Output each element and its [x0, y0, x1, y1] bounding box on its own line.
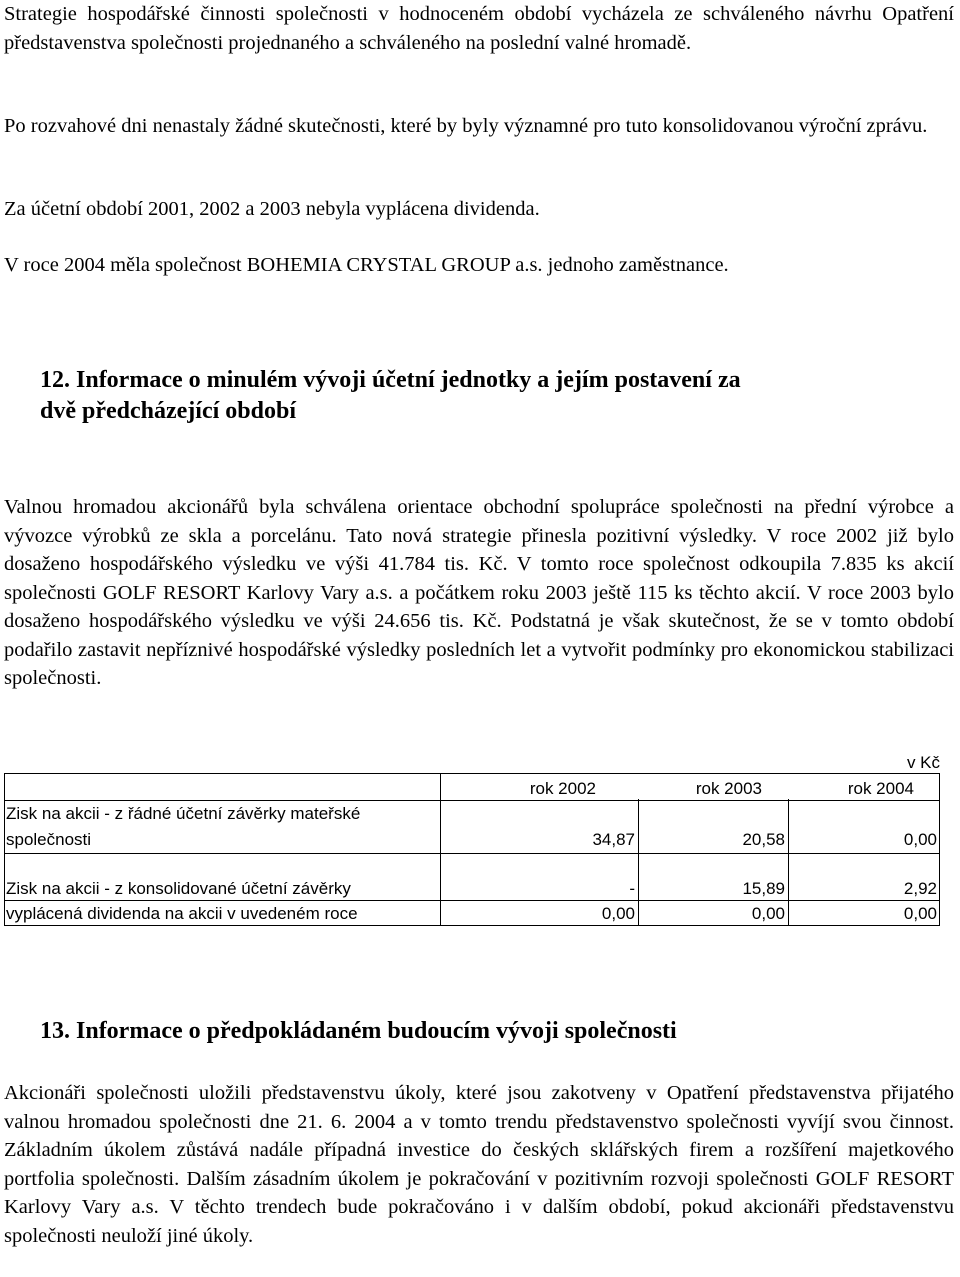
table-body [4, 773, 940, 926]
paragraph-employees: V roce 2004 měla společnost BOHEMIA CRYSTAL GROUP a.s. jednoho zaměstnance. [4, 254, 729, 276]
row-label-consolidated-eps: Zisk na akcii - z konsolidované účetní závěrky [4, 876, 440, 901]
cell-value: 0,00 [788, 901, 940, 926]
table-unit: v Kč [906, 753, 940, 772]
cell-value: 0,00 [440, 901, 638, 926]
spacer-cell [788, 854, 940, 877]
spacer-cell [440, 854, 638, 877]
row-label-parent-eps [4, 801, 440, 854]
row-label-dividend: vyplácená dividenda na akcii v uvedeném roce [4, 901, 440, 926]
paragraph-post-balance: Po rozvahové dni nenastaly žádné skutečnosti, které by byly významné pro tuto konsolidovanou výroční zprávu. [4, 115, 928, 137]
section-13-number: 13. [40, 1018, 70, 1044]
section-12-number: 12. [40, 367, 70, 393]
table-header-empty [4, 774, 440, 801]
table-row [4, 876, 940, 901]
section-13-title: Informace o předpokládaném budoucím vývoji společnosti [76, 1018, 677, 1044]
paragraph-dividend: Za účetní období 2001, 2002 a 2003 nebyla vyplácena dividenda. [4, 198, 540, 220]
spacer-cell [4, 854, 440, 877]
table-header-row [4, 774, 940, 801]
section-12-title-line1: Informace o minulém vývoji účetní jednotky a jejím postavení za [76, 367, 741, 393]
year-2004-header: rok 2004 [788, 774, 940, 801]
table-spacer-row [4, 854, 940, 877]
document-page [4, 0, 956, 1277]
earnings-per-share-table [4, 753, 940, 926]
year-2003-header: rok 2003 [638, 774, 788, 801]
section-12-heading [40, 365, 940, 427]
cell-value: 34,87 [440, 801, 638, 854]
section-12-title-line2: dvě předcházející období [40, 398, 296, 424]
row-label-line2: společnosti [6, 830, 92, 849]
table-row [4, 801, 940, 854]
cell-value: 20,58 [638, 801, 788, 854]
paragraph-strategy: Strategie hospodářské činnosti společnosti v hodnoceném období vycházela ze schváleného návrhu Opatření představenstva společnosti projednaného a schváleného na poslední valné hromadě. [4, 3, 954, 54]
spacer-cell [638, 854, 788, 877]
section-13-text: Akcionáři společnosti uložili představenstvu úkoly, které jsou zakotveny v Opatření představenstva přijatého valnou hromadou společnosti dne 21. 6. 2004 a v tomto trendu představenstvo společnosti vyvíjí svou činnost. Základním úkolem zůstává nadále případná investice do českých sklářských firem a rozšíření majetkového portfolia společnosti. Dalším zásadním úkolem je pokračování v pozitivním rozvoji společnosti GOLF RESORT Karlovy Vary a.s. V těchto trendech bude pokračováno i v dalším období, pokud akcionáři představenstvu společnosti neuloží jiné úkoly. [4, 1082, 954, 1247]
cell-value: 15,89 [638, 876, 788, 901]
cell-value: 2,92 [788, 876, 940, 901]
section-12-text: Valnou hromadou akcionářů byla schválena orientace obchodní spolupráce společnosti na přední výrobce a vývozce výrobků ze skla a porcelánu. Tato nová strategie přinesla pozitivní výsledky. V roce 2002 již bylo dosaženo hospodářského výsledku ve výši 41.784 tis. Kč. V tomto roce společnost odkoupila 7.835 ks akcií společnosti GOLF RESORT Karlovy Vary a.s. a počátkem roku 2003 ještě 115 ks těchto akcií. V roce 2003 bylo dosaženo hospodářského výsledku ve výši 24.656 tis. Kč. Podstatná je však skutečnost, že se v tomto období podařilo zastavit nepříznivé hospodářské výsledky posledních let a vytvořit podmínky pro ekonomickou stabilizaci společnosti. [4, 496, 954, 689]
cell-value: 0,00 [638, 901, 788, 926]
section-13-heading [40, 1016, 940, 1047]
row-label-line1: Zisk na akcii - z řádné účetní závěrky mateřské [6, 804, 361, 823]
cell-value: - [440, 876, 638, 901]
cell-value: 0,00 [788, 801, 940, 854]
year-2002-header: rok 2002 [440, 774, 638, 801]
table-row [4, 901, 940, 926]
